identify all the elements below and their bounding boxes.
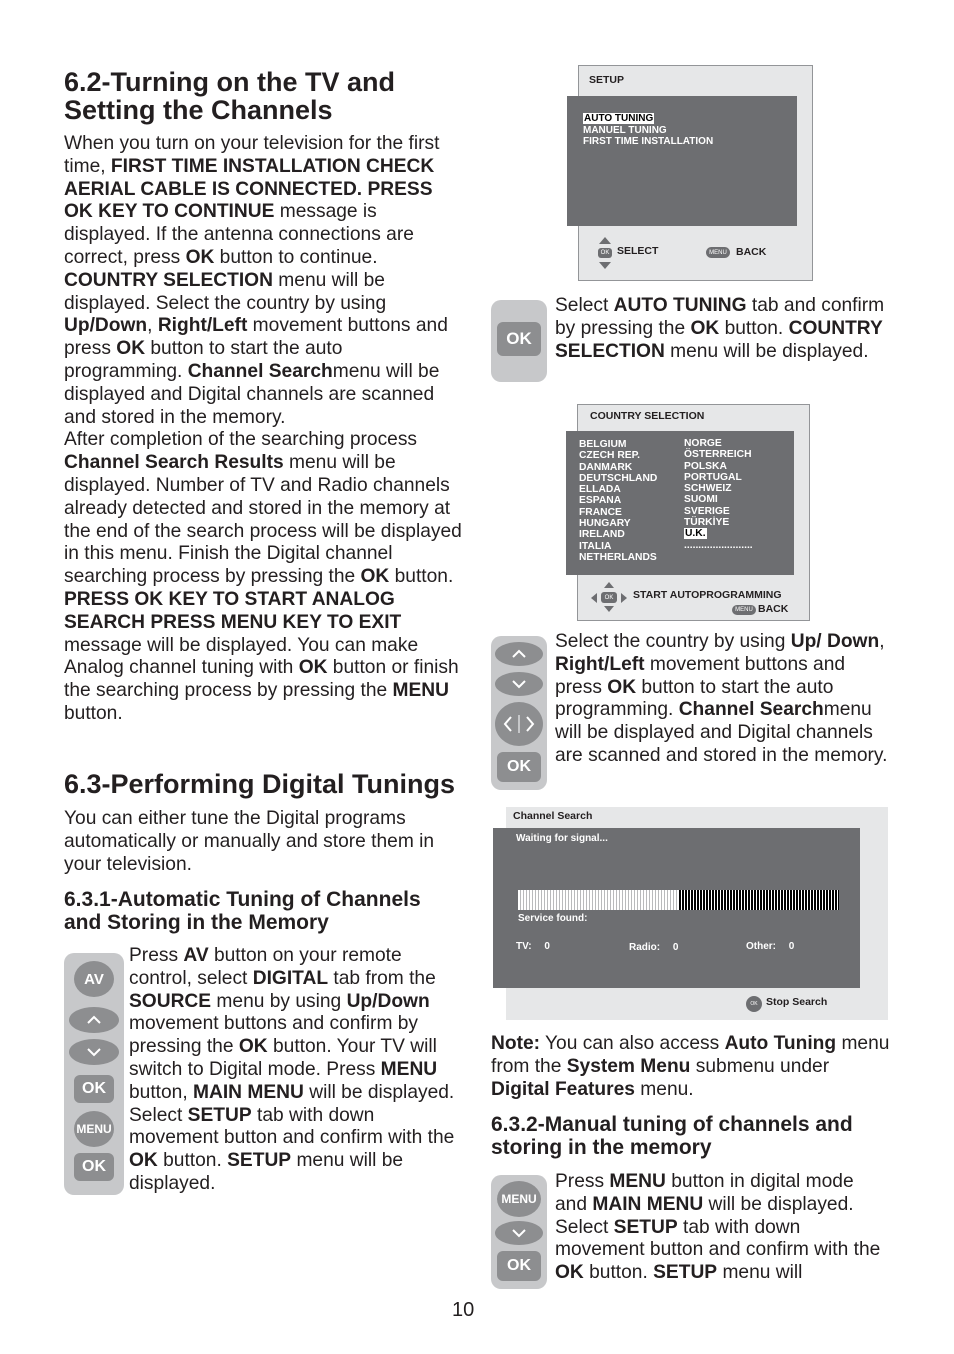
chevron-down-icon <box>86 1047 102 1057</box>
ok-button: OK <box>497 322 541 356</box>
bold-text: MAIN MENU <box>193 1081 304 1103</box>
remote-panel-navigation <box>491 636 547 790</box>
bold-text: OK <box>555 1262 584 1284</box>
menu-button: MENU <box>497 1181 541 1217</box>
section-6-2-title: 6.2-Turning on the TV and Setting the Channels <box>64 67 395 125</box>
other-count: Other: 0 <box>746 941 795 952</box>
bold-text: SETUP <box>187 1104 252 1126</box>
country-item: HUNGARY <box>579 518 631 530</box>
country-item: NORGE <box>684 438 722 449</box>
menu-item-auto-tuning: AUTO TUNING <box>584 113 654 124</box>
bold-text: FIRST TIME INSTALLATION CHECK AERIAL CABLE IS CONNECTED. PRESS OK KEY TO CONTINUE <box>64 155 435 223</box>
country-item: NETHERLANDS <box>579 551 657 563</box>
text: button. <box>389 566 454 588</box>
section-6-3-1-title: 6.3.1-Automatic Tuning of Channels and Storing in the Memory <box>64 888 421 934</box>
ok-mini-button: OK <box>746 996 762 1012</box>
menu-item-manuel-tuning: MANUEL TUNING <box>583 124 667 136</box>
bold-text: Up/Down <box>64 315 148 337</box>
text: When you turn on your television for the first time, <box>64 133 440 177</box>
text: button. <box>719 317 789 339</box>
text: , <box>147 315 158 337</box>
chevron-left-right-icon <box>499 714 539 734</box>
country-item: TÜRKİYE <box>684 517 730 529</box>
bold-text: OK <box>116 338 146 360</box>
bold-text: Up/ Down <box>790 631 880 652</box>
country-item: FRANCE <box>579 506 622 518</box>
bold-text: Right/Left <box>157 315 248 337</box>
text: button. Your TV will switch to Digital mode. Press <box>129 1036 437 1080</box>
text: submenu under <box>690 1055 830 1077</box>
bold-text: OK <box>298 657 328 679</box>
bold-text: SOURCE <box>129 990 212 1012</box>
bold-text: System Menu <box>566 1055 691 1077</box>
bold-text: Channel Search <box>187 360 333 382</box>
down-button <box>69 1039 119 1065</box>
text: will be displayed. Select <box>555 1193 854 1238</box>
ok-button: OK <box>74 1153 114 1181</box>
country-item: U.K. <box>685 528 706 540</box>
country-item: ELLADA <box>579 484 621 496</box>
text: After completion of the searching process <box>64 429 418 451</box>
country-item: ESPANA <box>579 495 622 507</box>
ok-button: OK <box>497 1251 541 1281</box>
text: button. <box>64 702 123 724</box>
text: button to start the auto programming. <box>555 676 834 721</box>
bold-text: MENU <box>392 680 450 702</box>
bold-text: COUNTRY SELECTION <box>64 269 273 291</box>
section-6-3-intro: You can either tune the Digital programs automatically or manually and store them in your television. <box>64 808 435 875</box>
ok-button: OK <box>74 1075 114 1103</box>
chevron-up-icon <box>86 1015 102 1025</box>
country-item: POLSKA <box>684 460 727 472</box>
page-number: 10 <box>452 1299 475 1321</box>
paragraph-analog-search <box>64 589 466 726</box>
text: menu from the <box>491 1033 890 1077</box>
paragraph-first-installation <box>64 133 466 429</box>
up-arrow-icon <box>604 582 614 588</box>
country-item: DANMARK <box>579 461 633 473</box>
bold-text: OK <box>607 676 637 698</box>
section-6-3-2-title: 6.3.2-Manual tuning of channels and storing in the memory <box>491 1113 853 1159</box>
text: menu by using <box>211 990 347 1012</box>
stop-search-hint: Stop Search <box>766 996 828 1008</box>
service-found-label: Service found: <box>518 913 588 924</box>
remote-panel-manual <box>491 1175 547 1289</box>
country-item: SCHWEIZ <box>684 483 732 495</box>
country-item: IRELAND <box>579 529 625 541</box>
right-arrow-icon <box>621 593 627 603</box>
setup-menu-items <box>583 113 713 148</box>
text: movement buttons and confirm by pressing the <box>129 1013 419 1058</box>
down-arrow-icon <box>604 606 614 612</box>
back-hint: BACK <box>736 246 767 258</box>
country-item: ÖSTERREICH <box>684 449 752 461</box>
chevron-up-icon <box>511 649 527 659</box>
text: Select the country by using <box>555 631 791 652</box>
bold-text: SETUP <box>227 1150 292 1172</box>
text: message will be displayed. You can make Analog channel tuning with <box>64 634 419 679</box>
down-button <box>495 1221 543 1245</box>
bold-text: SETUP <box>653 1262 718 1284</box>
channel-search-panel <box>493 828 860 988</box>
bold-text: OK <box>690 317 720 339</box>
channel-search-screen <box>493 807 888 1020</box>
section-6-2-body <box>64 133 466 726</box>
ok-button: OK <box>497 752 541 782</box>
bold-text: AV <box>183 945 209 966</box>
setup-menu-list <box>567 96 797 226</box>
text: menu will be displayed. <box>664 340 869 362</box>
country-item: BELGIUM <box>579 439 627 450</box>
paragraph-select-auto-tuning <box>555 295 885 363</box>
text: tab with down movement button and confirm with the <box>555 1216 881 1261</box>
menu-mini-button: MENU <box>706 247 730 258</box>
text: tab with down movement button and confirm with the <box>129 1104 455 1149</box>
country-item: CZECH REP. <box>579 450 641 462</box>
ok-mini-button: OK <box>598 248 612 258</box>
radio-count: Radio: 0 <box>629 942 679 953</box>
bold-text: MAIN MENU <box>592 1193 704 1215</box>
country-screen-title: COUNTRY SELECTION <box>590 410 705 422</box>
text: Select <box>555 295 614 316</box>
text: menu will be displayed and Digital channels are scanned and stored in the memory. <box>64 360 440 428</box>
up-button <box>495 642 543 666</box>
text: menu will be displayed and Digital channels are scanned and stored in the memory. <box>555 699 888 766</box>
remote-panel-auto-tuning <box>64 953 124 1195</box>
text: tab and confirm by pressing the <box>555 295 885 339</box>
paragraph-auto-tuning-steps <box>129 945 466 1196</box>
up-button <box>69 1007 119 1033</box>
text: tab from the <box>328 967 436 989</box>
country-item: ........................ <box>684 539 753 551</box>
select-hint: SELECT <box>617 245 659 257</box>
text: menu. <box>634 1078 694 1100</box>
text: Press <box>555 1171 610 1192</box>
remote-panel-ok <box>491 300 547 382</box>
bold-text: OK <box>360 566 390 588</box>
chevron-down-icon <box>511 1228 527 1238</box>
country-list-column-2 <box>684 438 753 551</box>
av-button: AV <box>74 961 114 997</box>
paragraph-search-results <box>64 429 466 589</box>
text: button to start the auto programming. <box>64 338 343 382</box>
country-item: PORTUGAL <box>684 471 742 483</box>
bold-text: MENU <box>380 1058 438 1080</box>
bold-text: OK <box>238 1036 268 1058</box>
text: button. <box>157 1150 228 1172</box>
note-paragraph <box>491 1033 891 1101</box>
text: menu will <box>717 1262 803 1284</box>
bold-text: Auto Tuning <box>724 1033 837 1054</box>
start-autoprogramming-hint: START AUTOPROGRAMMING <box>633 589 782 601</box>
setup-menu-screen <box>578 65 813 281</box>
country-selection-screen <box>577 404 810 621</box>
bold-text: AUTO TUNING <box>613 295 747 316</box>
down-button <box>495 672 543 696</box>
text: button in digital mode and <box>555 1171 854 1215</box>
chevron-down-icon <box>511 679 527 689</box>
bold-text: MENU <box>609 1171 666 1192</box>
text: message is displayed. If the antenna connections are correct, press <box>64 201 414 268</box>
bold-text: OK <box>129 1150 158 1172</box>
country-item: ITALIA <box>579 540 612 552</box>
bold-text: SETUP <box>613 1216 678 1238</box>
text: button, <box>129 1081 194 1103</box>
menu-mini-button: MENU <box>732 605 756 615</box>
tv-count: TV: 0 <box>516 941 550 952</box>
section-6-3-title: 6.3-Performing Digital Tunings <box>64 769 456 799</box>
menu-button: MENU <box>74 1111 114 1147</box>
text: menu will be displayed. Number of TV and Radio channels already detected and stored in the memory at the end of the search process will be displayed in this menu. Finish the Digital channel searching process by pressing the <box>64 452 462 588</box>
channel-search-title: Channel Search <box>513 810 593 822</box>
paragraph-select-country <box>555 631 890 768</box>
text: movement buttons and press <box>555 653 846 698</box>
country-item: SUOMI <box>684 494 718 506</box>
text: You can also access <box>540 1033 725 1054</box>
text: menu will be displayed. Select the country by using <box>64 269 387 314</box>
text: button. <box>583 1262 654 1284</box>
left-arrow-icon <box>591 593 597 603</box>
bold-text: Up/Down <box>346 990 430 1012</box>
text: button or finish the searching process by pressing the <box>64 657 459 702</box>
bold-text: COUNTRY SELECTION <box>555 317 883 362</box>
text: will be displayed. Select <box>129 1081 455 1126</box>
text: button on your remote control, select <box>129 945 402 989</box>
down-arrow-icon <box>599 262 611 269</box>
up-arrow-icon <box>599 237 611 244</box>
search-progress-bar <box>518 890 839 910</box>
back-hint: BACK <box>758 603 789 615</box>
waiting-status: Waiting for signal... <box>516 833 608 844</box>
bold-text: PRESS OK KEY TO START ANALOG SEARCH PRESS MENU KEY TO EXIT <box>64 588 402 633</box>
ok-mini-button: OK <box>601 592 617 603</box>
bold-text: Right/Left <box>555 653 645 675</box>
paragraph-manual-tuning <box>555 1171 890 1285</box>
text: button to continue. <box>214 246 378 268</box>
bold-text: Channel Search <box>678 699 824 721</box>
text: Press <box>129 945 184 966</box>
search-progress-fill <box>679 890 840 910</box>
left-right-button <box>495 702 543 746</box>
country-item: SVERIGE <box>684 505 730 517</box>
text: , <box>879 631 885 652</box>
bold-text: Note: <box>491 1033 541 1054</box>
menu-item-first-time-installation: FIRST TIME INSTALLATION <box>583 136 714 147</box>
country-list <box>566 431 794 575</box>
country-list-column-1 <box>579 439 657 563</box>
setup-screen-title: SETUP <box>589 74 625 86</box>
text: movement buttons and press <box>64 315 448 360</box>
bold-text: Digital Features <box>491 1078 635 1100</box>
bold-text: DIGITAL <box>252 967 329 989</box>
country-item: DEUTSCHLAND <box>579 472 658 484</box>
bold-text: Channel Search Results <box>64 452 284 474</box>
text: menu will be displayed. <box>129 1150 404 1194</box>
bold-text: OK <box>185 246 215 268</box>
